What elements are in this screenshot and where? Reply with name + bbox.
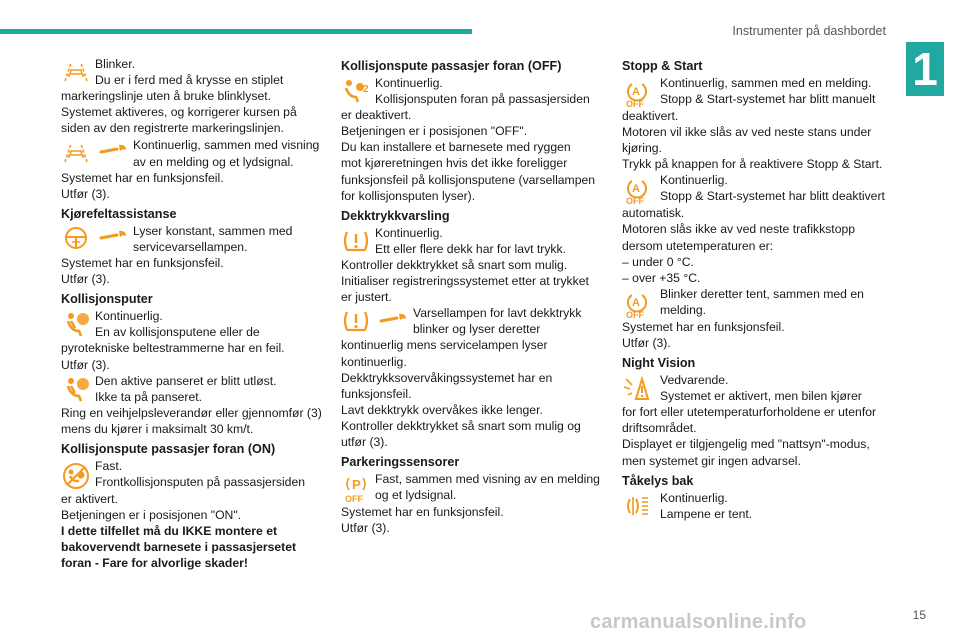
text-line: Displayet er tilgjengelig med "nattsyn"-modus, [622,437,870,452]
text-line: for kollisjonsputen lyser). [341,188,476,203]
airbag-icon [61,311,91,337]
column-2 [341,56,607,536]
blinker-entry [61,56,327,136]
text-line: Kontinuerlig. [660,490,728,505]
text-line: av en melding og et lydsignal. [133,154,294,169]
text-line: En av kollisjonsputene eller de [95,325,260,340]
text-line: utfør (3). [341,434,388,449]
text-line: automatisk. [622,206,685,221]
page-number: 15 [912,608,926,622]
section-title: Tåkelys bak [622,473,694,488]
wrench-icon [99,228,129,244]
text-line: siden av den registrerte markeringslinjen. [61,121,284,136]
text-line: Betjeningen er i posisjonen "ON". [61,508,242,523]
text-line: driftsområdet. [622,421,697,436]
text-line: Du kan installere et barnesete med ryggen [341,140,571,155]
text-line: Systemet aktiveres, og korrigerer kursen på [61,105,297,120]
text-line: Systemet har en funksjonsfeil. [61,170,224,185]
airbag-off-section [341,58,607,204]
text-line: markeringslinje uten å bruke blinklyset. [61,89,271,104]
text-line: Fast. [95,458,123,473]
text-line: er aktivert. [61,491,118,506]
tyre-pressure-icon [341,228,371,254]
text-line: kontinuerlig mens servicelampen lyser [341,338,548,353]
steering-wheel-icon [61,226,91,250]
text-line: Lampene er tent. [660,506,753,521]
wrench-icon [379,311,409,327]
rear-fog-lamp-icon [622,493,652,519]
text-line: Motoren slås ikke av ved neste trafikkstopp [622,222,856,237]
text-line: Kontinuerlig. [660,173,728,188]
stop-start-section [622,58,888,351]
text-line: pyrotekniske beltestrammerne har en feil. [61,341,285,356]
text-line: – under 0 °C. [622,254,694,269]
text-line: mens du kjører i maksimalt 30 km/t. [61,421,254,436]
text-line: Du er i ferd med å krysse en stiplet [95,73,284,88]
section-title: Kollisjonspute passasjer foran (ON) [61,441,276,456]
section-title: Stopp & Start [622,59,703,73]
text-line: Kontinuerlig. [375,225,443,240]
lane-departure-icon [61,140,91,164]
text-line: Blinker. [95,57,135,71]
wrench-icon [99,142,129,158]
text-line: Kontinuerlig, sammen med visning [133,138,320,153]
night-vision-icon [622,375,652,403]
section-title: Dekktrykkvarsling [341,208,450,223]
text-line: Initialiser registreringssystemet etter at trykket [341,274,589,289]
parking-sensor-section [341,454,607,536]
text-line: Stopp & Start-systemet har blitt deaktivert [660,189,885,204]
watermark: carmanualsonline.info [590,611,807,633]
text-line: funksjonsfeil. [341,386,412,401]
passenger-airbag-on-icon [61,461,91,491]
text-line: kjøring. [622,141,662,156]
text-line: Varsellampen for lavt dekktrykk [413,306,582,321]
column-3 [622,56,888,522]
header-accent-bar [0,29,472,34]
text-line: Den aktive panseret er blitt utløst. [95,373,277,388]
text-line: servicevarsellampen. [133,239,248,254]
text-line: Frontkollisjonsputen på passasjersiden [95,475,306,490]
passenger-airbag-off-icon [341,78,371,104]
text-line: kontinuerlig. [341,354,407,369]
column-1 [61,56,327,571]
text-line: Kontroller dekktrykket så snart som mulig og [341,418,581,433]
text-line: Utfør (3). [61,186,110,201]
text-line: Utfør (3). [61,272,110,287]
text-line: er deaktivert. [341,108,412,123]
text-line: blinker og lyser deretter [413,322,541,337]
chapter-number: 1 [906,42,944,96]
text-line: deaktivert. [622,109,679,123]
text-line: melding. [660,302,707,317]
driving-assist-section [61,206,327,287]
text-line: Ikke ta på panseret. [95,389,203,404]
text-line: Motoren vil ikke slås av ved neste stans under [622,125,872,140]
text-line: mot kjøreretningen hvis det ikke foreligger [341,156,568,171]
stop-start-off-icon [622,175,652,205]
text-line: Systemet er aktivert, men bilen kjører [660,389,862,404]
lane-departure-icon [61,59,91,83]
section-header: Instrumenter på dashbordet [732,24,886,38]
text-line: dersom utetemperaturen er: [622,238,774,253]
text-line: Blinker deretter tent, sammen med en [660,286,864,301]
text-line: Systemet har en funksjonsfeil. [622,319,785,334]
text-line: Kontinuerlig, sammen med en melding. [660,76,872,90]
section-title: Night Vision [622,356,696,371]
section-title: Kollisjonsputer [61,292,153,307]
airbags-section [61,291,327,437]
text-line: Trykk på knappen for å reaktivere Stopp & Start. [622,157,883,172]
text-line: Utfør (3). [61,357,110,372]
tyre-pressure-section [341,208,607,450]
text-line: Kollisjonsputen foran på passasjersiden [375,92,590,107]
stop-start-off-icon [622,78,652,108]
night-vision-section [622,355,888,469]
text-line: Lyser konstant, sammen med [133,223,293,238]
text-line: Systemet har en funksjonsfeil. [61,256,224,271]
warning-line: I dette tilfellet må du IKKE montere et [61,524,278,539]
text-line: Systemet har en funksjonsfeil. [341,505,504,520]
warning-line: foran - Fare for alvorlige skader! [61,556,248,571]
airbag-icon [61,376,91,402]
text-line: er justert. [341,290,392,305]
warning-line: bakovervendt barnesete i passasjersetet [61,540,297,555]
text-line: Kontinuerlig. [375,76,443,90]
text-line: – over +35 °C. [622,270,701,285]
section-title: Kollisjonspute passasjer foran (OFF) [341,59,562,73]
text-line: Kontroller dekktrykket så snart som mulig. [341,257,568,272]
text-line: Utfør (3). [622,335,671,350]
text-line: men systemet gir ingen advarsel. [622,453,801,468]
airbag-on-section [61,441,327,571]
parking-sensor-off-icon [341,474,371,504]
text-line: funksjonsfeil på kollisjonsputene (varsellampen [341,172,596,187]
rear-fog-section [622,473,888,522]
section-title: Kjørefeltassistanse [61,206,177,221]
text-line: Ett eller flere dekk har for lavt trykk. [375,241,567,256]
text-line: Utfør (3). [341,521,390,536]
lane-service-entry [61,137,327,201]
text-line: Dekktrykksovervåkingssystemet har en [341,370,553,385]
text-line: Ring en veihjelpsleverandør eller gjennomfør (3) [61,405,322,420]
section-title: Parkeringssensorer [341,455,460,470]
text-line: Stopp & Start-systemet har blitt manuelt [660,92,876,107]
text-line: og et lydsignal. [375,488,457,503]
text-line: Kontinuerlig. [95,309,163,324]
text-line: Lavt dekktrykk overvåkes ikke lenger. [341,402,543,417]
text-line: Fast, sammen med visning av en melding [375,472,600,487]
text-line: for fort eller utetemperaturforholdene er utenfor [622,405,877,420]
stop-start-off-icon [622,289,652,319]
tyre-pressure-icon [341,308,371,334]
text-line: Betjeningen er i posisjonen "OFF". [341,124,528,139]
text-line: Vedvarende. [660,373,729,388]
